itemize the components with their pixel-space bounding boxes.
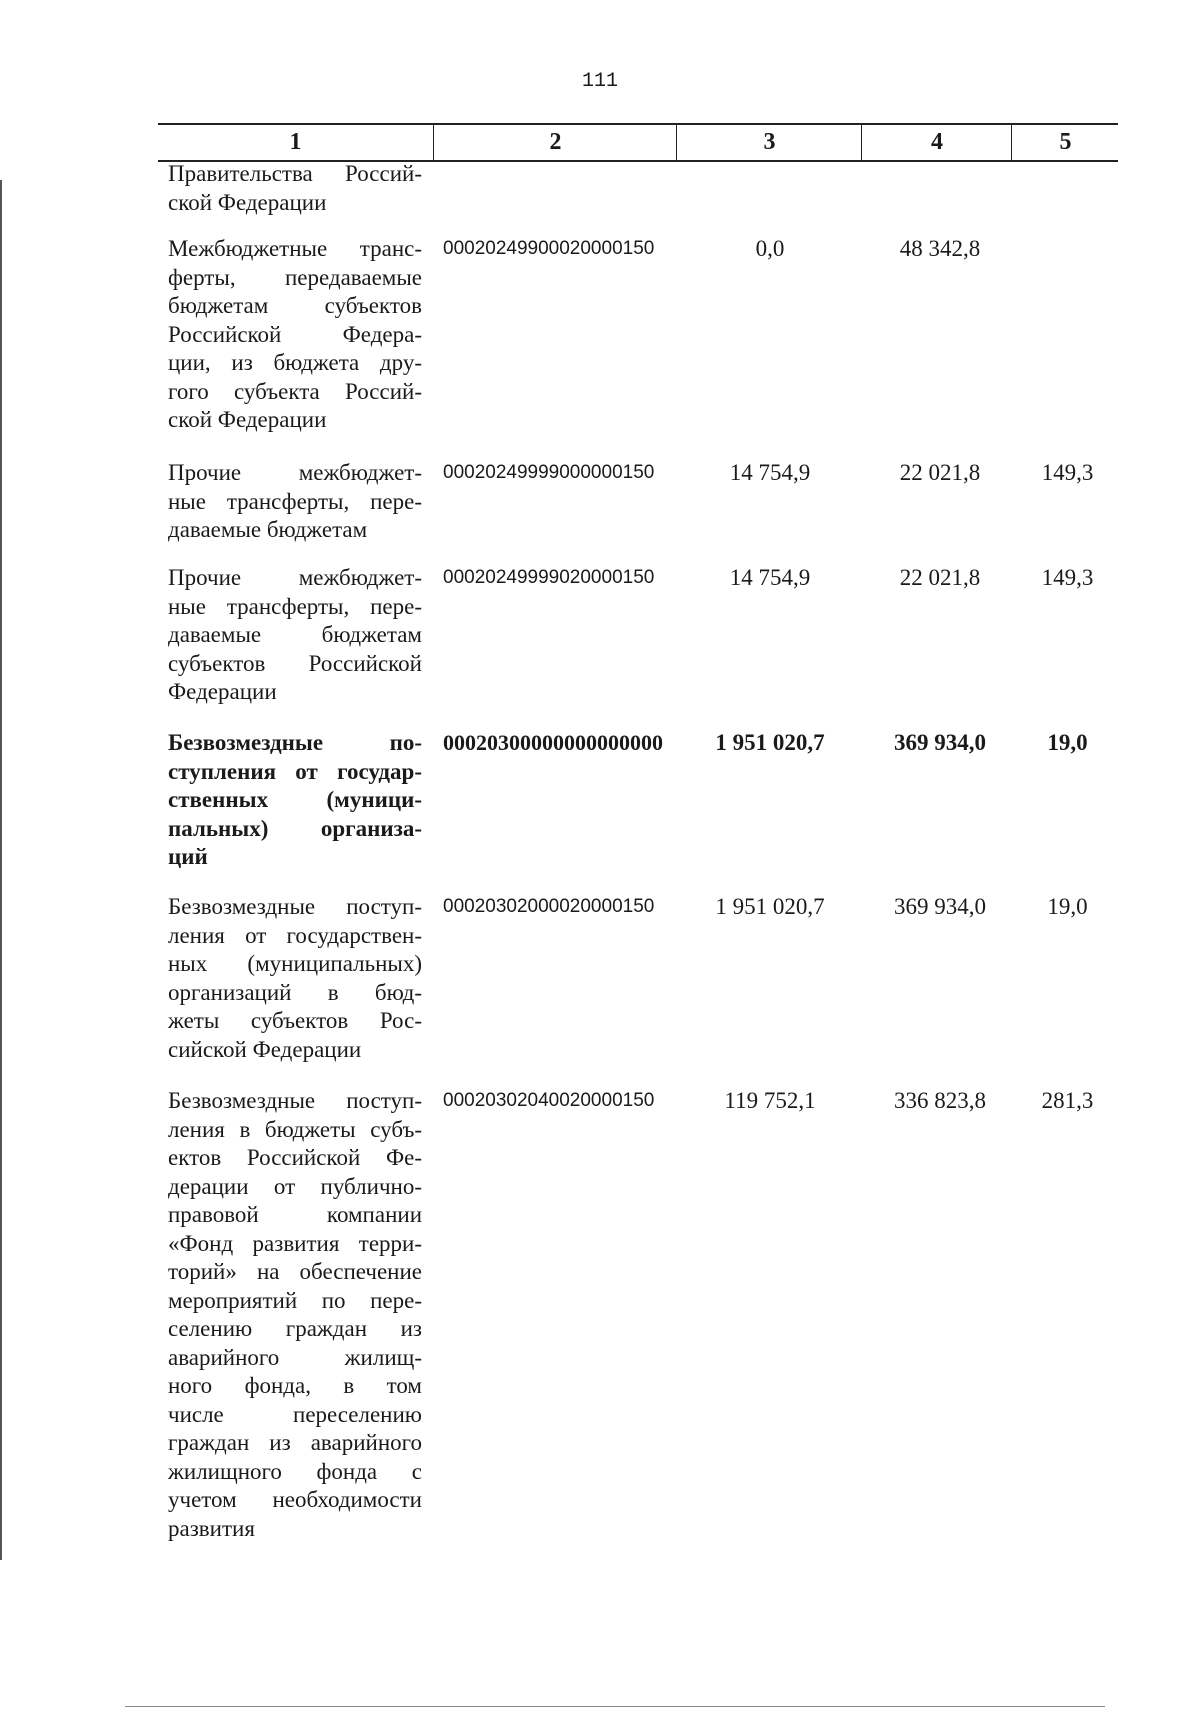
row-col5: 19,0 [1047, 730, 1088, 755]
row-col3: 119 752,1 [724, 1088, 816, 1113]
row-code: 00020249999020000150 [443, 567, 655, 588]
row-name [168, 235, 422, 435]
row-name-line: бюджетам субъектов [168, 293, 422, 318]
row-name-line: ской Федерации [168, 189, 327, 215]
row-code: 00020302040020000150 [443, 1090, 655, 1111]
row-name-line: Безвозмездные по- [168, 730, 422, 755]
row-name-line: «Фонд развития терри- [168, 1230, 422, 1256]
row-col5: 149,3 [1041, 460, 1094, 485]
row-name-line: развития [168, 1515, 255, 1541]
row-col4: 48 342,8 [899, 236, 981, 261]
row-col3: 14 754,9 [729, 460, 811, 485]
row-col4: 369 934,0 [894, 894, 986, 919]
row-name-line: Безвозмездные поступ- [168, 1088, 422, 1113]
row-name-line: организаций в бюд- [168, 979, 422, 1005]
scan-bottom-line [125, 1706, 1105, 1707]
row-name-line: ступления от государ- [168, 758, 422, 784]
row-code: 00020249900020000150 [443, 238, 655, 259]
row-name-line: Федерации [168, 679, 277, 704]
row-name-line: торий» на обеспечение [168, 1259, 422, 1284]
page-number: 111 [581, 70, 618, 93]
row-name-line: правовой компании [168, 1202, 422, 1227]
row-code: 00020300000000000000 [443, 730, 663, 755]
row-name-line: ного фонда, в том [168, 1373, 422, 1398]
row-name [168, 729, 422, 872]
row-name-line: ные трансферты, пере- [168, 488, 422, 514]
row-code: 00020302000020000150 [443, 896, 655, 917]
row-name-line: ные трансферты, пере- [168, 593, 422, 619]
row-name-line: дерации от публично- [168, 1173, 422, 1199]
row-col4: 369 934,0 [894, 730, 986, 755]
header-col-5: 5 [1011, 125, 1119, 160]
table-header [158, 123, 1118, 162]
row-name-line: Межбюджетные транс- [168, 236, 422, 261]
header-col-2: 2 [433, 125, 677, 160]
row-name-line: мероприятий по пере- [168, 1287, 422, 1313]
row-name-line: учетом необходимости [168, 1487, 422, 1512]
row-name-line: пальных) организа- [168, 815, 422, 841]
row-name [168, 564, 422, 707]
row-name-line: субъектов Российской [168, 650, 422, 676]
row-name-line: гого субъекта Россий- [168, 378, 422, 404]
row-name-line: Прочие межбюджет- [168, 460, 422, 485]
row-name-line: ции, из бюджета дру- [168, 350, 422, 375]
row-name-line: ферты, передаваемые [168, 264, 422, 290]
row-col3: 1 951 020,7 [715, 894, 825, 919]
row-name [168, 160, 422, 217]
row-code: 00020249999000000150 [443, 462, 655, 483]
row-col4: 22 021,8 [899, 460, 981, 485]
row-name-line: Прочие межбюджет- [168, 565, 422, 590]
row-col5: 19,0 [1047, 894, 1088, 919]
row-name-line: ций [168, 844, 208, 869]
row-name-line: Правительства Россий- [168, 161, 422, 186]
row-name-line: селению граждан из [168, 1316, 422, 1341]
row-name-line: Безвозмездные поступ- [168, 894, 422, 919]
row-col4: 22 021,8 [899, 565, 981, 590]
row-name [168, 459, 422, 545]
header-col-1: 1 [289, 129, 302, 155]
row-name-line: ственных (муници- [168, 787, 422, 812]
row-name-line: ления от государствен- [168, 922, 422, 948]
row-name-line: даваемые бюджетам [168, 517, 368, 542]
row-name-line: сийской Федерации [168, 1036, 362, 1062]
row-name-line: ектов Российской Фе- [168, 1145, 422, 1170]
header-col-3: 3 [676, 125, 862, 160]
row-name [168, 1087, 422, 1543]
row-name-line: ных (муниципальных) [168, 951, 422, 976]
row-name-line: ления в бюджеты субъ- [168, 1116, 422, 1142]
row-col3: 0,0 [755, 236, 785, 261]
row-name-line: аварийного жилищ- [168, 1344, 422, 1370]
row-name [168, 893, 422, 1064]
row-name-line: числе переселению [168, 1401, 422, 1427]
scan-margin-line [0, 180, 2, 1560]
row-col3: 14 754,9 [729, 565, 811, 590]
row-name-line: жилищного фонда с [168, 1458, 422, 1484]
row-col5: 149,3 [1041, 565, 1094, 590]
row-col5: 281,3 [1041, 1088, 1094, 1113]
header-col-4: 4 [861, 125, 1012, 160]
row-col3: 1 951 020,7 [715, 730, 825, 755]
row-name-line: даваемые бюджетам [168, 622, 422, 647]
row-name-line: ской Федерации [168, 407, 327, 432]
row-col4: 336 823,8 [894, 1088, 986, 1113]
row-name-line: Российской Федера- [168, 321, 422, 347]
row-name-line: граждан из аварийного [168, 1430, 422, 1455]
row-name-line: жеты субъектов Рос- [168, 1008, 422, 1033]
